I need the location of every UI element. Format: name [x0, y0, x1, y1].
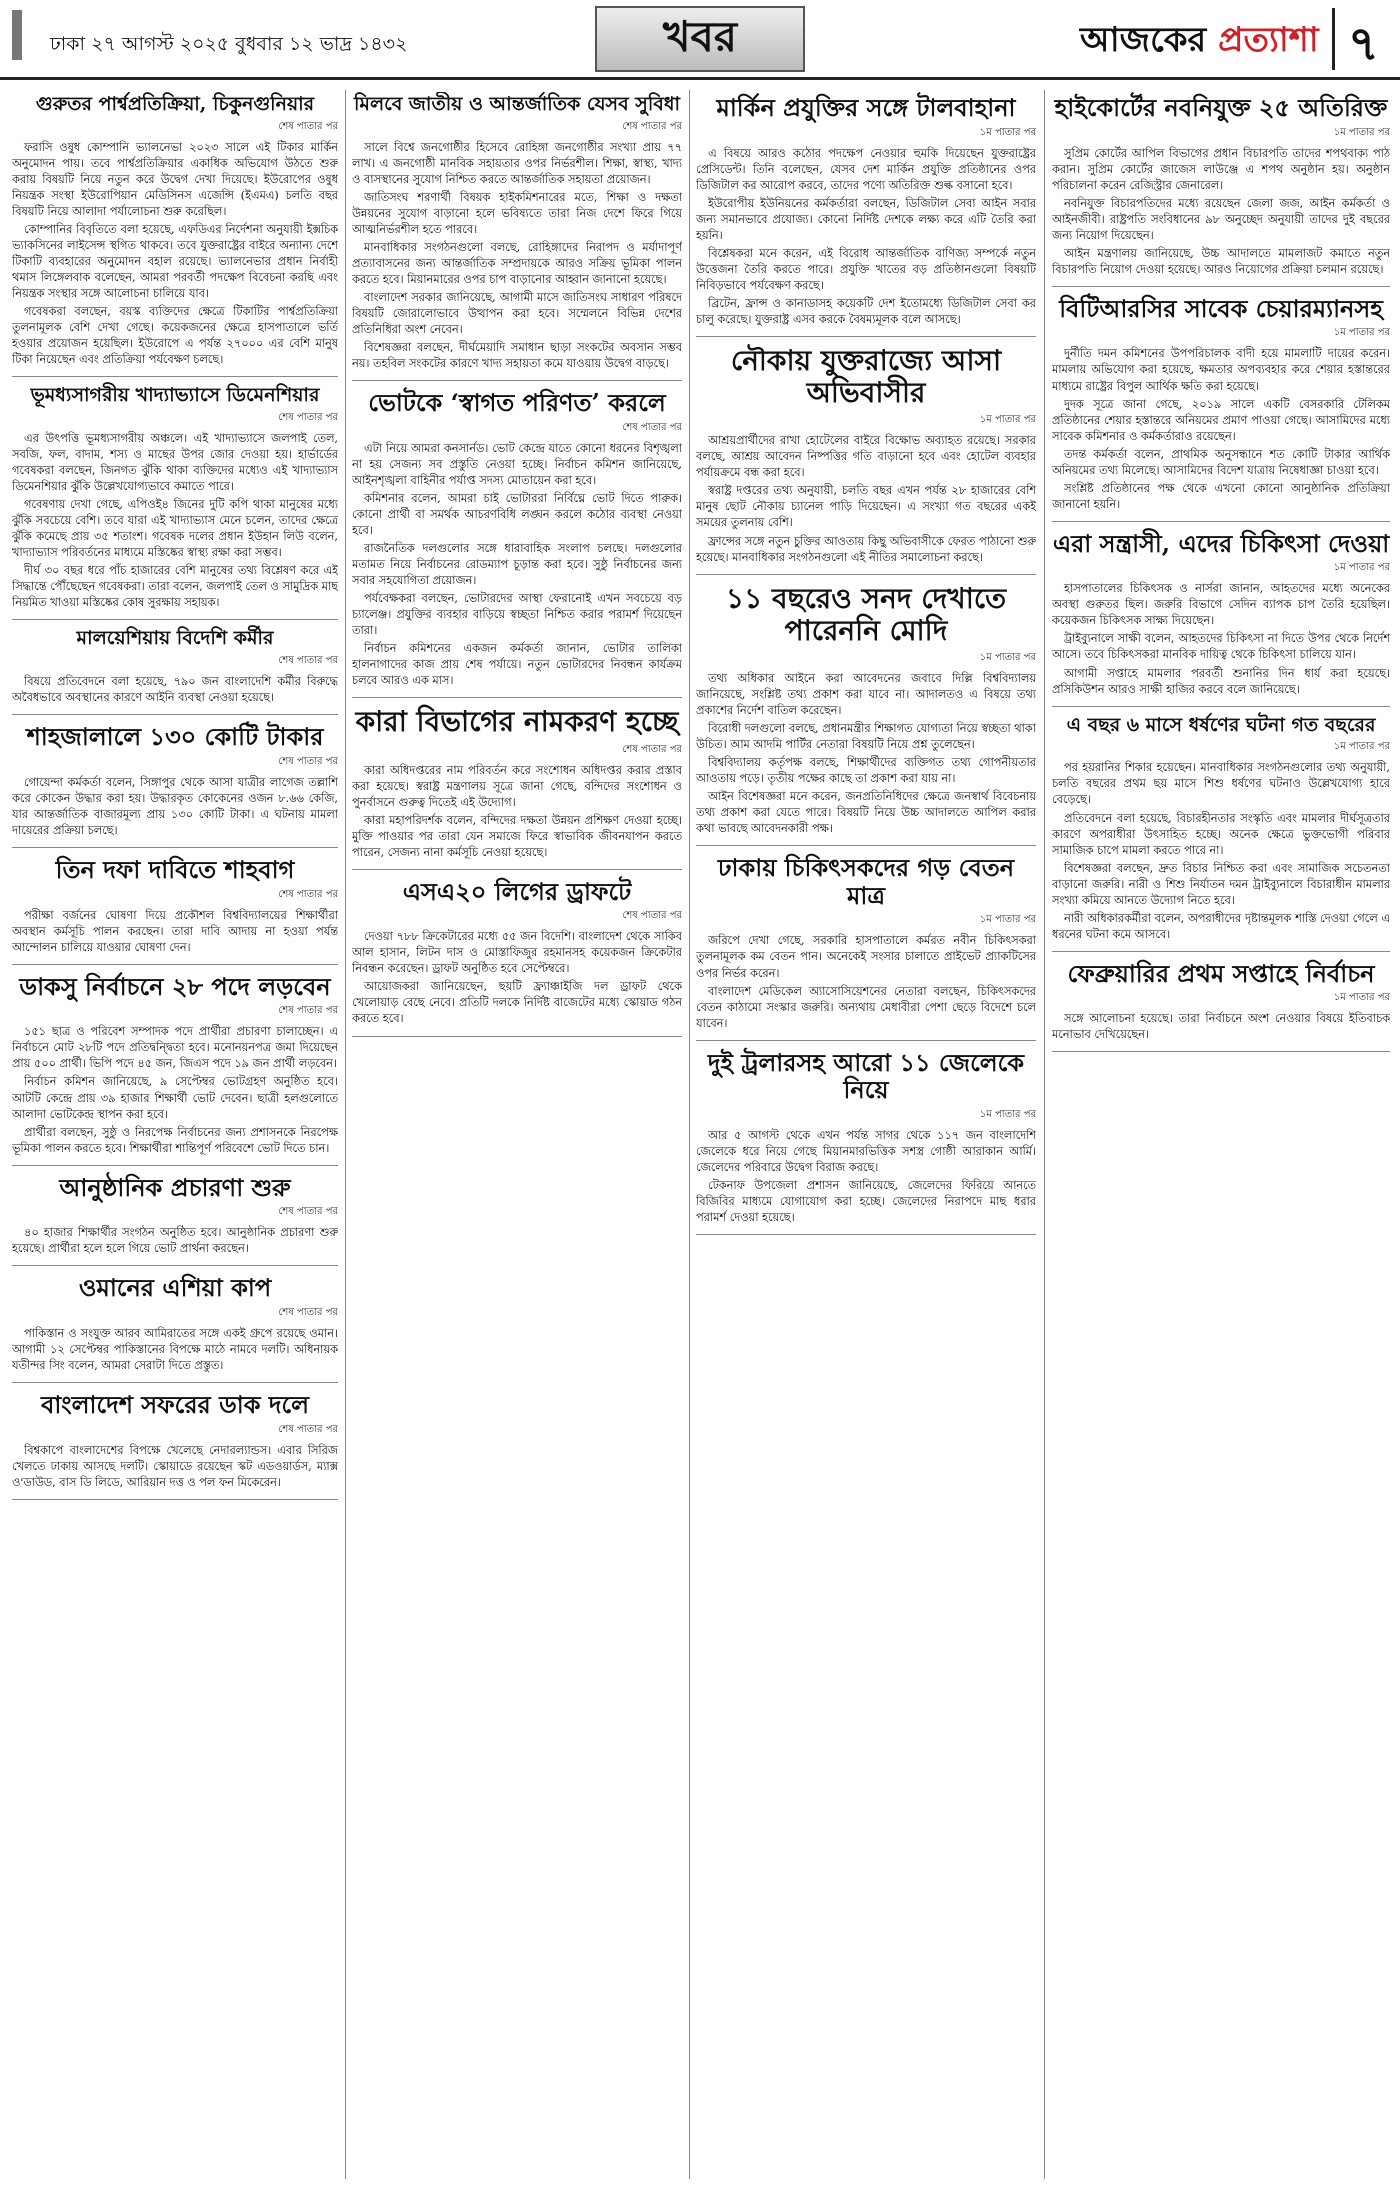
- continuation-note: শেষ পাতার পর: [278, 1005, 338, 1017]
- story-headline[interactable]: ডাকসু নির্বাচনে ২৮ পদে লড়বেন: [19, 971, 331, 1001]
- continuation-note: শেষ পাতার পর: [278, 1206, 338, 1218]
- news-story: [352, 389, 682, 698]
- continuation-note: ১ম পাতার পর: [979, 1108, 1036, 1120]
- story-body: [12, 431, 338, 611]
- story-paragraph: পাকিস্তান ও সংযুক্ত আরব আমিরাতের সঙ্গে একই গ্রুপে রয়েছে ওমান। আগামী ১২ সেপ্টেম্বর পাকিস্তানের বিপক্ষে মাঠে নামবে দলটি। অধিনায়ক যতীন্দর সিং বলেন, আমরা সেরাটা দিতে প্রস্তুত।: [12, 1326, 338, 1372]
- masthead-ornament: [12, 10, 40, 60]
- story-body: [696, 933, 1036, 1031]
- page-number: ৭: [1332, 8, 1392, 70]
- story-headline[interactable]: ভোটকে ‘স্বাগত পরিণত’ করলে: [368, 388, 666, 418]
- story-headline[interactable]: এসএ২০ লিগের ড্রাফটে: [402, 876, 632, 906]
- story-headline[interactable]: ১১ বছরেও সনদ দেখাতে পারেননি মোদি: [725, 581, 1007, 647]
- story-paragraph: আয়োজকরা জানিয়েছেন, ছয়টি ফ্র্যাঞ্চাইজি দল ড্রাফট থেকে খেলোয়াড় বেছে নেবে। প্রতিটি দলকে নির্দিষ্ট বাজেটের মধ্যে স্কোয়াড গঠন করতে হবে।: [352, 980, 682, 1026]
- news-story: [1052, 960, 1390, 1053]
- story-paragraph: জাতিসংঘ শরণার্থী বিষয়ক হাইকমিশনারের মতে, শিক্ষা ও দক্ষতা উন্নয়নের সুযোগ বাড়ানো হলে ভবিষ্যতে তারা নিজ দেশে ফিরে গিয়ে আত্মনির্ভরশীল হতে পারবে।: [352, 190, 682, 236]
- story-paragraph: মানবাধিকার সংগঠনগুলো বলছে, রোহিঙ্গাদের নিরাপদ ও মর্যাদাপূর্ণ প্রত্যাবাসনের জন্য আন্তর্জাতিক সম্প্রদায়কে আরও সক্রিয় ভূমিকা পালন করতে হবে। মিয়ানমারের ওপর চাপ বাড়ানোর আহ্বান জানানো হয়েছে।: [352, 241, 682, 287]
- story-paragraph: বাংলাদেশ মেডিকেল অ্যাসোসিয়েশনের নেতারা বলছেন, চিকিৎসকদের বেতন কাঠামো সংস্কার জরুরি। অন্যথায় মেধাবীরা পেশা ছেড়ে বিদেশে চলে যাবেন।: [696, 984, 1036, 1030]
- story-body: [1052, 760, 1390, 942]
- continuation-note: শেষ পাতার পর: [278, 412, 338, 424]
- story-paragraph: বাংলাদেশ সরকার জানিয়েছে, আগামী মাসে জাতিসংঘ সাধারণ পরিষদে বিষয়টি জোরালোভাবে উত্থাপন করা হবে। সম্মেলনে বিভিন্ন দেশের প্রতিনিধিরা অংশ নেবেন।: [352, 291, 682, 337]
- continuation-note: ১ম পাতার পর: [1333, 327, 1390, 339]
- continuation-note: ১ম পাতার পর: [1333, 741, 1390, 753]
- story-body: [12, 1326, 338, 1374]
- story-headline[interactable]: বিটিআরসির সাবেক চেয়ারম্যানসহ: [1059, 293, 1383, 323]
- story-paragraph: প্রার্থীরা বলছেন, সুষ্ঠু ও নিরপেক্ষ নির্বাচনের জন্য প্রশাসনকে নিরপেক্ষ ভূমিকা পালন করতে হবে। শিক্ষার্থীরা শান্তিপূর্ণ পরিবেশে ভোট দিতে চান।: [12, 1125, 338, 1155]
- story-paragraph: আর ৫ আগস্ট থেকে এখন পর্যন্ত সাগর থেকে ১১৭ জন বাংলাদেশি জেলেকে ধরে নিয়ে গেছে মিয়ানমারভিত্তিক সশস্ত্র গোষ্ঠী আরাকান আর্মি। জেলেদের পরিবারে উদ্বেগ বিরাজ করছে।: [696, 1128, 1036, 1174]
- continuation-note: শেষ পাতার পর: [278, 1306, 338, 1318]
- story-headline[interactable]: দুই ট্রলারসহ আরো ১১ জেলেকে নিয়ে: [707, 1047, 1025, 1105]
- news-story: [12, 1391, 338, 1500]
- story-paragraph: কারা মহাপরিদর্শক বলেন, বন্দিদের দক্ষতা উন্নয়ন প্রশিক্ষণ দেওয়া হচ্ছে। মুক্তি পাওয়ার পর তারা যেন সমাজে ফিরে স্বাভাবিক জীবনযাপন করতে পারেন, সেজন্য নানা কর্মসূচি নেওয়া হয়েছে।: [352, 813, 682, 859]
- story-body: [12, 1225, 338, 1257]
- story-body: [12, 674, 338, 706]
- story-paragraph: তদন্ত কর্মকর্তা বলেন, প্রাথমিক অনুসন্ধানে শত কোটি টাকার আর্থিক অনিয়মের তথ্য মিলেছে। আসামিদের বিদেশ যাত্রায় নিষেধাজ্ঞা চাওয়া হবে।: [1052, 447, 1390, 477]
- story-body: [12, 1443, 338, 1491]
- continuation-note: ১ম পাতার পর: [1333, 992, 1390, 1004]
- section-title: খবর: [662, 11, 738, 61]
- story-headline[interactable]: ঢাকায় চিকিৎসকদের গড় বেতন মাত্র: [717, 853, 1015, 910]
- news-story: [12, 1274, 338, 1383]
- story-headline[interactable]: শাহজালালে ১৩০ কোটি টাকার: [26, 722, 324, 752]
- story-headline[interactable]: মিলবে জাতীয় ও আন্তর্জাতিক যেসব সুবিধা: [353, 93, 681, 115]
- issue-date: ঢাকা ২৭ আগস্ট ২০২৫ বুধবার ১২ ভাদ্র ১৪৩২: [50, 33, 408, 55]
- continuation-note: শেষ পাতার পর: [278, 120, 338, 132]
- story-body: [696, 671, 1036, 837]
- logo-text-red: প্রত্যাশা: [1218, 20, 1319, 60]
- story-body: [696, 146, 1036, 328]
- continuation-note: শেষ পাতার পর: [278, 755, 338, 767]
- story-body: [352, 929, 682, 1027]
- logo-text-dark: আজকের: [1080, 20, 1207, 60]
- story-paragraph: গোয়েন্দা কর্মকর্তা বলেন, সিঙ্গাপুর থেকে আসা যাত্রীর লাগেজ তল্লাশি করে কোকেন উদ্ধার করা হয়। উদ্ধারকৃত কোকেনের ওজন ৮.৬৬ কেজি, যার আন্তর্জাতিক বাজারমূল্য প্রায় ১৩০ কোটি টাকা। এ ঘটনায় মামলা দায়েরের প্রক্রিয়া চলছে।: [12, 775, 338, 838]
- story-paragraph: বিশ্বকাপে বাংলাদেশের বিপক্ষে খেলেছে নেদারল্যান্ডস। এবার সিরিজ খেলতে ঢাকায় আসছে দলটি। স্কোয়াডে রয়েছেন স্কট এডওয়ার্ডস, ম্যাক্স ও'ডাউড, বাস ডি লিডে, আরিয়ান দত্ত ও পল ফন মিকেরেন।: [12, 1443, 338, 1489]
- column-2: [352, 92, 682, 2179]
- story-paragraph: এটা নিয়ে আমরা কনসার্নড। ভোট কেন্দ্রে যাতে কোনো ধরনের বিশৃঙ্খলা না হয় সেজন্য সব প্রস্তুতি নেওয়া হচ্ছে। নির্বাচন কমিশন জানিয়েছে, আইনশৃঙ্খলা বাহিনীর পর্যাপ্ত সদস্য মোতায়েন করা হবে।: [352, 441, 682, 487]
- continuation-note: ১ম পাতার পর: [979, 414, 1036, 426]
- news-story: [696, 94, 1036, 337]
- story-paragraph: সালে বিশ্বে জনগোষ্ঠীর হিসেবে রোহিঙ্গা জনগোষ্ঠীর সংখ্যা প্রায় ৭৭ লাখ। এ জনগোষ্ঠী মানবিক সহায়তার ওপর নির্ভরশীল। শিক্ষা, স্বাস্থ্য, খাদ্য ও বাসস্থানের সুযোগ নিশ্চিত করতে আন্তর্জাতিক সহায়তা প্রয়োজন।: [352, 140, 682, 186]
- story-headline[interactable]: এরা সন্ত্রাসী, এদের চিকিৎসা দেওয়া: [1052, 528, 1390, 558]
- story-paragraph: ট্রাইব্যুনালে সাক্ষী বলেন, আহতদের চিকিৎসা না দিতে উপর থেকে নির্দেশ আসে। তবে চিকিৎসকরা মানবিক দায়িত্ব থেকে চিকিৎসা চালিয়ে যান।: [1052, 632, 1390, 662]
- story-paragraph: টেকনাফ উপজেলা প্রশাসন জানিয়েছে, জেলেদের ফিরিয়ে আনতে বিজিবির মাধ্যমে যোগাযোগ করা হচ্ছে। জেলেদের নিরাপদে মাছ ধরার পরামর্শ দেওয়া হয়েছে।: [696, 1178, 1036, 1224]
- story-paragraph: আশ্রয়প্রার্থীদের রাখা হোটেলের বাইরে বিক্ষোভ অব্যাহত রয়েছে। সরকার বলছে, আশ্রয় আবেদন নিষ্পত্তির গতি বাড়ানো হবে এবং হোটেল ব্যবহার পর্যায়ক্রমে বন্ধ করা হবে।: [696, 434, 1036, 480]
- story-paragraph: ইউরোপীয় ইউনিয়নের কর্মকর্তারা বলছেন, ডিজিটাল সেবা আইন সবার জন্য সমানভাবে প্রযোজ্য। কোনো নির্দিষ্ট দেশকে লক্ষ্য করে এটি তৈরি করা হয়নি।: [696, 196, 1036, 242]
- story-body: [12, 775, 338, 839]
- story-paragraph: ৪০ হাজার শিক্ষার্থীর সংগঠন অনুষ্ঠিত হবে। আনুষ্ঠানিক প্রচারণা শুরু হয়েছে। প্রার্থীরা হলে হলে গিয়ে ভোট প্রার্থনা করছেন।: [12, 1226, 338, 1256]
- story-paragraph: কোম্পানির বিবৃতিতে বলা হয়েছে, এফডিএর নির্দেশনা অনুযায়ী ইক্সচিক ভ্যাকসিনের লাইসেন্স স্থগিত থাকবে। তবে যুক্তরাষ্ট্রের বাইরে অন্যান্য দেশে টিকাটি ব্যবহারের অনুমোদন বহাল রয়েছে। ভ্যালনেভার প্রধান নির্বাহী থমাস লিঙ্গেলবাক বলেছেন, আমরা পরবর্তী পদক্ষেপ বিবেচনা করছি এবং নিয়ন্ত্রক সংস্থার সঙ্গে আলোচনা চালিয়ে যাব।: [12, 223, 338, 301]
- continuation-note: ১ম পাতার পর: [979, 126, 1036, 138]
- story-headline[interactable]: আনুষ্ঠানিক প্রচারণা শুরু: [59, 1172, 291, 1202]
- story-paragraph: নবনিযুক্ত বিচারপতিদের মধ্যে রয়েছেন জেলা জজ, আইন কর্মকর্তা ও আইনজীবী। রাষ্ট্রপতি সংবিধানের ৯৮ অনুচ্ছেদ অনুযায়ী তাদের দুই বছরের জন্য নিয়োগ দিয়েছেন।: [1052, 196, 1390, 242]
- continuation-note: শেষ পাতার পর: [622, 743, 682, 755]
- story-paragraph: এ বিষয়ে আরও কঠোর পদক্ষেপ নেওয়ার হুমকি দিয়েছেন যুক্তরাষ্ট্রের প্রেসিডেন্ট। তিনি বলেছেন, যেসব দেশ মার্কিন প্রযুক্তি প্রতিষ্ঠানের ওপর ডিজিটাল কর আরোপ করবে, তাদের পণ্যে অতিরিক্ত শুল্ক বসানো হবে।: [696, 146, 1036, 192]
- story-paragraph: পর্যবেক্ষকরা বলছেন, ভোটারদের আস্থা ফেরানোই এখন সবচেয়ে বড় চ্যালেঞ্জ। প্রযুক্তির ব্যবহার বাড়িয়ে স্বচ্ছতা নিশ্চিত করার পরামর্শ দিয়েছেন তারা।: [352, 592, 682, 638]
- story-paragraph: ফ্রান্সের সঙ্গে নতুন চুক্তির আওতায় কিছু অভিবাসীকে ফেরত পাঠানো শুরু হয়েছে। মানবাধিকার সংগঠনগুলো এই নীতির সমালোচনা করছে।: [696, 534, 1036, 564]
- story-headline[interactable]: ভূমধ্যসাগরীয় খাদ্যাভ্যাসে ডিমেনশিয়ার: [30, 384, 320, 407]
- story-paragraph: প্রতিবেদনে বলা হয়েছে, বিচারহীনতার সংস্কৃতি এবং মামলার দীর্ঘসূত্রতার কারণে অপরাধীরা উৎসাহিত হচ্ছে। অনেক ক্ষেত্রে ভুক্তভোগী পরিবার সামাজিক চাপে মামলা করতে পারে না।: [1052, 811, 1390, 857]
- story-headline[interactable]: মার্কিন প্রযুক্তির সঙ্গে টালবাহানা: [716, 93, 1016, 122]
- column-divider: [345, 90, 346, 2179]
- news-story: [696, 854, 1036, 1040]
- news-story: [696, 583, 1036, 847]
- story-paragraph: কারা অধিদপ্তরের নাম পরিবর্তন করে সংশোধন অধিদপ্তর করার প্রস্তাব করা হয়েছে। স্বরাষ্ট্র মন্ত্রণালয় সূত্রে জানা গেছে, বন্দিদের সংশোধন ও পুনর্বাসনে গুরুত্ব দিতেই এই উদ্যোগ।: [352, 763, 682, 809]
- story-paragraph: পর হয়রানির শিকার হয়েছেন। মানবাধিকার সংগঠনগুলোর তথ্য অনুযায়ী, চলতি বছরের প্রথম ছয় মাসে শিশু ধর্ষণের ঘটনাও উল্লেখযোগ্য হারে বেড়েছে।: [1052, 761, 1390, 807]
- story-paragraph: হাসপাতালের চিকিৎসক ও নার্সরা জানান, আহতদের মধ্যে অনেকের অবস্থা গুরুতর ছিল। জরুরি বিভাগে সেদিন ব্যাপক চাপ তৈরি হয়েছিল। কয়েকজন চিকিৎসক সাক্ষ্য দিয়েছেন।: [1052, 582, 1390, 628]
- story-body: [12, 140, 338, 368]
- story-body: [1052, 346, 1390, 512]
- story-paragraph: এর উৎপত্তি ভূমধ্যসাগরীয় অঞ্চলে। এই খাদ্যাভ্যাসে জলপাই তেল, সবজি, ফল, বাদাম, শস্য ও মাছের উপর জোর দেওয়া হয়। হার্ভার্ডের গবেষকরা বলছেন, জিনগত ঝুঁকি থাকা ব্যক্তিদের মধ্যেও এই খাদ্যাভ্যাস ডিমেনশিয়ার ঝুঁকি উল্লেখযোগ্যভাবে কমাতে পারে।: [12, 432, 338, 494]
- story-body: [352, 140, 682, 372]
- story-body: [1052, 146, 1390, 278]
- story-body: [1052, 581, 1390, 697]
- news-story: [352, 706, 682, 869]
- story-paragraph: স্বরাষ্ট্র দপ্তরের তথ্য অনুযায়ী, চলতি বছর এখন পর্যন্ত ২৮ হাজারের বেশি মানুষ ছোট নৌকায় চ্যানেল পাড়ি দিয়েছেন। এ সংখ্যা গত বছরের একই সময়ের তুলনায় বেশি।: [696, 484, 1036, 530]
- story-paragraph: সঙ্গে আলোচনা হয়েছে। তারা নির্বাচনে অংশ নেওয়ার বিষয়ে ইতিবাচক মনোভাব দেখিয়েছেন।: [1052, 1012, 1390, 1042]
- continuation-note: ১ম পাতার পর: [1333, 562, 1390, 574]
- column-3: [696, 92, 1036, 2179]
- section-banner: [595, 6, 805, 72]
- story-paragraph: রাজনৈতিক দলগুলোর সঙ্গে ধারাবাহিক সংলাপ চলছে। দলগুলোর মতামত নিয়ে নির্বাচনের রোডম্যাপ চূড়ান্ত করা হবে। সুষ্ঠু নির্বাচনের জন্য সবার সহযোগিতা প্রয়োজন।: [352, 542, 682, 588]
- continuation-note: শেষ পাতার পর: [278, 888, 338, 900]
- story-headline[interactable]: এ বছর ৬ মাসে ধর্ষণের ঘটনা গত বছরের: [1066, 713, 1376, 736]
- news-story: [12, 628, 338, 715]
- story-paragraph: দুর্নীতি দমন কমিশনের উপপরিচালক বাদী হয়ে মামলাটি দায়ের করেন। মামলায় অভিযোগ করা হয়েছে, ক্ষমতার অপব্যবহার করে শেয়ার হস্তান্তরের মাধ্যমে রাষ্ট্রের বিপুল আর্থিক ক্ষতি করা হয়েছে।: [1052, 347, 1390, 393]
- story-body: [696, 433, 1036, 565]
- story-paragraph: আইন বিশেষজ্ঞরা মনে করেন, জনপ্রতিনিধিদের ক্ষেত্রে জনস্বার্থ বিবেচনায় তথ্য প্রকাশ করা যেতে পারে। বিষয়টি নিয়ে উচ্চ আদালতে আপিল করার কথা ভাবছে আবেদনকারী পক্ষ।: [696, 790, 1036, 836]
- story-paragraph: বিশেষজ্ঞরা বলছেন, দীর্ঘমেয়াদি সমাধান ছাড়া সংকটের অবসান সম্ভব নয়। তহবিল সংকটের কারণে খাদ্য সহায়তা কমে যাওয়ায় উদ্বেগ বাড়ছে।: [352, 341, 682, 371]
- column-4: [1052, 92, 1390, 2179]
- story-body: [696, 1128, 1036, 1226]
- story-paragraph: দুদক সূত্রে জানা গেছে, ২০১৯ সালে একটি বেসরকারি টেলিকম প্রতিষ্ঠানের শেয়ার হস্তান্তরে অনিয়মের প্রমাণ পাওয়া গেছে। আসামিদের মধ্যে সাবেক কমিশনার ও কর্মকর্তারাও রয়েছেন।: [1052, 397, 1390, 443]
- story-body: [352, 763, 682, 861]
- story-headline[interactable]: মালয়েশিয়ায় বিদেশি কর্মীর: [76, 627, 274, 650]
- story-paragraph: বিরোধী দলগুলো বলছে, প্রধানমন্ত্রীর শিক্ষাগত যোগ্যতা নিয়ে স্বচ্ছতা থাকা উচিত। আম আদমি পার্টির নেতারা বিষয়টি নিয়ে প্রশ্ন তুলেছেন।: [696, 722, 1036, 752]
- story-headline[interactable]: নৌকায় যুক্তরাজ্যে আসা অভিবাসীর: [730, 343, 1002, 410]
- story-paragraph: কমিশনার বলেন, আমরা চাই ভোটাররা নির্বিঘ্নে ভোট দিতে পারুক। কোনো প্রার্থী বা সমর্থক আচরণবিধি লঙ্ঘন করলে কঠোর ব্যবস্থা নেওয়া হবে।: [352, 491, 682, 538]
- story-paragraph: বিশ্লেষকরা মনে করেন, এই বিরোধ আন্তর্জাতিক বাণিজ্য সম্পর্কে নতুন উত্তেজনা তৈরি করতে পারে। প্রযুক্তি খাতের বড় প্রতিষ্ঠানগুলো বিষয়টি নিবিড়ভাবে পর্যবেক্ষণ করছে।: [696, 246, 1036, 292]
- story-paragraph: নারী অধিকারকর্মীরা বলেন, অপরাধীদের দৃষ্টান্তমূলক শাস্তি দেওয়া গেলে এ ধরনের ঘটনা কমে আসবে।: [1052, 911, 1390, 941]
- news-story: [12, 856, 338, 965]
- story-paragraph: বিশেষজ্ঞরা বলছেন, দ্রুত বিচার নিশ্চিত করা এবং সামাজিক সচেতনতা বাড়ানো জরুরি। নারী ও শিশু নির্যাতন দমন ট্রাইব্যুনালে বিচারাধীন মামলার সংখ্যা কমিয়ে আনতে উদ্যোগ নিতে হবে।: [1052, 861, 1390, 907]
- continuation-note: ১ম পাতার পর: [979, 651, 1036, 663]
- story-paragraph: জরিপে দেখা গেছে, সরকারি হাসপাতালে কর্মরত নবীন চিকিৎসকরা তুলনামূলক কম বেতন পান। অনেকেই সংসার চালাতে প্রাইভেট প্র্যাকটিসের ওপর নির্ভর করেন।: [696, 934, 1036, 980]
- news-story: [352, 94, 682, 381]
- story-body: [12, 1024, 338, 1156]
- story-body: [1052, 1011, 1390, 1043]
- story-paragraph: গবেষণায় দেখা গেছে, এপিওই৪ জিনের দুটি কপি থাকা মানুষের মধ্যে ঝুঁকি সবচেয়ে বেশি। তবে যারা এই খাদ্যাভ্যাস মেনে চলেন, তাদের ক্ষেত্রে ঝুঁকি কমেছে প্রায় ৩৫ শতাংশ। গবেষক দলের প্রধান ইউহান লিউ বলেন, খাদ্যাভ্যাস পরিবর্তনের মাধ্যমে মস্তিষ্কের স্বাস্থ্য রক্ষা করা সম্ভব।: [12, 498, 338, 560]
- news-story: [12, 1174, 338, 1267]
- news-story: [12, 723, 338, 848]
- news-story: [696, 345, 1036, 575]
- story-paragraph: গবেষকরা বলছেন, বয়স্ক ব্যক্তিদের ক্ষেত্রে টিকাটির পার্শ্বপ্রতিক্রিয়া তুলনামূলক বেশি দেখা গেছে। কয়েকজনের ক্ষেত্রে হাসপাতালে ভর্তি হওয়ার প্রয়োজন হয়েছিল। ইউরোপে এ পর্যন্ত ২৭০০০ এর বেশি মানুষ টিকা নিয়েছেন এবং প্রতিক্রিয়া পর্যবেক্ষণ চলছে।: [12, 305, 338, 367]
- story-paragraph: বিশ্ববিদ্যালয় কর্তৃপক্ষ বলছে, শিক্ষার্থীদের ব্যক্তিগত তথ্য গোপনীয়তার আওতায় পড়ে। তৃতীয় পক্ষের কাছে তা প্রকাশ করা যায় না।: [696, 756, 1036, 786]
- story-paragraph: নির্বাচন কমিশন জানিয়েছে, ৯ সেপ্টেম্বর ভোটগ্রহণ অনুষ্ঠিত হবে। আটটি কেন্দ্রে প্রায় ৩৯ হাজার শিক্ষার্থী ভোট দেবেন। ছাত্রী হলগুলোতে আলাদা ভোটকেন্দ্র স্থাপন করা হবে।: [12, 1075, 338, 1121]
- story-paragraph: সংশ্লিষ্ট প্রতিষ্ঠানের পক্ষ থেকে এখনো কোনো আনুষ্ঠানিক প্রতিক্রিয়া জানানো হয়নি।: [1052, 481, 1390, 511]
- story-headline[interactable]: ওমানের এশিয়া কাপ: [78, 1273, 272, 1303]
- continuation-note: ১ম পাতার পর: [1333, 126, 1390, 138]
- news-story: [1052, 94, 1390, 287]
- continuation-note: ১ম পাতার পর: [979, 914, 1036, 926]
- news-story: [352, 878, 682, 1037]
- story-headline[interactable]: বাংলাদেশ সফরের ডাক দলে: [40, 1389, 309, 1419]
- continuation-note: শেষ পাতার পর: [622, 421, 682, 433]
- story-paragraph: দেওয়া ৭৮৮ ক্রিকেটারের মধ্যে ৫৫ জন বিদেশি। বাংলাদেশ থেকে সাকিব আল হাসান, লিটন দাস ও মোস্তাফিজুর রহমানসহ কয়েকজন ক্রিকেটার নিবন্ধন করেছেন। ড্রাফট অনুষ্ঠিত হবে সেপ্টেম্বরে।: [352, 930, 682, 976]
- masthead: [0, 0, 1400, 80]
- story-headline[interactable]: কারা বিভাগের নামকরণ হচ্ছে: [355, 705, 679, 739]
- column-divider: [689, 90, 690, 2179]
- story-paragraph: সুপ্রিম কোর্টের আপিল বিভাগের প্রধান বিচারপতি তাদের শপথবাক্য পাঠ করান। সুপ্রিম কোর্টের জাজেস লাউঞ্জে এ শপথ অনুষ্ঠান হয়। অনুষ্ঠান পরিচালনা করেন রেজিস্ট্রার জেনারেল।: [1052, 146, 1390, 192]
- news-story: [12, 973, 338, 1166]
- story-paragraph: ফরাসি ওষুধ কোম্পানি ভ্যালনেভা ২০২৩ সালে এই টিকার মার্কিন অনুমোদন পায়। তবে পার্শ্বপ্রতিক্রিয়ার একাধিক অভিযোগ উঠতে শুরু করায় বিষয়টি নিয়ে নতুন করে উদ্বেগ দেখা দিয়েছে। ইউরোপের ওষুধ নিয়ন্ত্রক সংস্থা ইউরোপিয়ান মেডিসিনস এজেন্সি (ইএমএ) চলতি বছর বিষয়টি নিয়ে আলাদা পর্যালোচনা শুরু করেছিল।: [12, 140, 338, 218]
- story-paragraph: ব্রিটেন, ফ্রান্স ও কানাডাসহ কয়েকটি দেশ ইতোমধ্যে ডিজিটাল সেবা কর চালু করেছে। যুক্তরাষ্ট্র এসব করকে বৈষম্যমূলক বলে আসছে।: [696, 296, 1036, 326]
- newspaper-logo: [1080, 14, 1319, 71]
- news-story: [1052, 715, 1390, 952]
- news-story: [12, 94, 338, 377]
- story-headline[interactable]: হাইকোর্টের নবনিযুক্ত ২৫ অতিরিক্ত: [1054, 93, 1388, 122]
- story-paragraph: ১৫১ ছাত্র ও পরিবেশ সম্পাদক পদে প্রার্থীরা প্রচারণা চালাচ্ছেন। এ নির্বাচনে মোট ২৮টি পদে প্রতিদ্বন্দ্বিতা হবে। মনোনয়নপত্র জমা দিয়েছেন প্রায় ৫০০ প্রার্থী। ভিপি পদে ৪৫ জন, জিএস পদে ১৯ জন প্রার্থী লড়বেন।: [12, 1025, 338, 1071]
- story-paragraph: বিষয়ে প্রতিবেদনে বলা হয়েছে, ৭৯০ জন বাংলাদেশি কর্মীর বিরুদ্ধে অবৈধভাবে অবস্থানের কারণে আইনি ব্যবস্থা নেওয়া হয়েছে।: [12, 675, 338, 705]
- continuation-note: শেষ পাতার পর: [278, 1423, 338, 1435]
- story-headline[interactable]: তিন দফা দাবিতে শাহবাগ: [55, 855, 295, 885]
- story-paragraph: আইন মন্ত্রণালয় জানিয়েছে, উচ্চ আদালতে মামলাজট কমাতে নতুন বিচারপতি নিয়োগ দেওয়া হয়েছে। আরও নিয়োগের প্রক্রিয়া চলমান রয়েছে।: [1052, 246, 1390, 276]
- column-1: [12, 92, 338, 2179]
- story-paragraph: নির্বাচন কমিশনের একজন কর্মকর্তা জানান, ভোটার তালিকা হালনাগাদের কাজ প্রায় শেষ পর্যায়ে। নতুন ভোটারদের নিবন্ধন কার্যক্রম চলবে আরও এক মাস।: [352, 642, 682, 688]
- news-story: [1052, 530, 1390, 707]
- story-paragraph: দীর্ঘ ৩০ বছর ধরে পাঁচ হাজারের বেশি মানুষের তথ্য বিশ্লেষণ করে এই সিদ্ধান্তে পৌঁছেছেন গবেষকরা। তারা বলেন, জলপাই তেল ও সামুদ্রিক মাছ নিয়মিত খাওয়া মস্তিষ্কের কোষ সুরক্ষায় সহায়ক।: [12, 564, 338, 610]
- news-story: [1052, 295, 1390, 522]
- continuation-note: শেষ পাতার পর: [622, 120, 682, 132]
- continuation-note: শেষ পাতার পর: [278, 655, 338, 667]
- column-divider: [1044, 90, 1045, 2179]
- news-story: [696, 1049, 1036, 1235]
- story-paragraph: পরীক্ষা বর্জনের ঘোষণা দিয়ে প্রকৌশল বিশ্ববিদ্যালয়ের শিক্ষার্থীরা অবস্থান কর্মসূচি পালন করছেন। তারা দাবি আদায় না হওয়া পর্যন্ত আন্দোলন চালিয়ে যাওয়ার ঘোষণা দেন।: [12, 908, 338, 954]
- continuation-note: শেষ পাতার পর: [622, 910, 682, 922]
- story-paragraph: আগামী সপ্তাহে মামলার পরবর্তী শুনানির দিন ধার্য করা হয়েছে। প্রসিকিউশন আরও সাক্ষী হাজির করবে বলে জানিয়েছে।: [1052, 666, 1390, 696]
- story-body: [12, 908, 338, 956]
- story-headline[interactable]: ফেব্রুয়ারির প্রথম সপ্তাহে নির্বাচন: [1067, 958, 1375, 988]
- story-headline[interactable]: গুরুতর পার্শ্বপ্রতিক্রিয়া, চিকুনগুনিয়ার: [35, 93, 315, 115]
- story-paragraph: তথ্য অধিকার আইনে করা আবেদনের জবাবে দিল্লি বিশ্ববিদ্যালয় জানিয়েছে, সংশ্লিষ্ট তথ্য প্রকাশ করা যাবে না। আদালতও এ বিষয়ে তথ্য প্রকাশের নির্দেশ বাতিল করেছেন।: [696, 671, 1036, 717]
- news-story: [12, 385, 338, 620]
- story-body: [352, 441, 682, 689]
